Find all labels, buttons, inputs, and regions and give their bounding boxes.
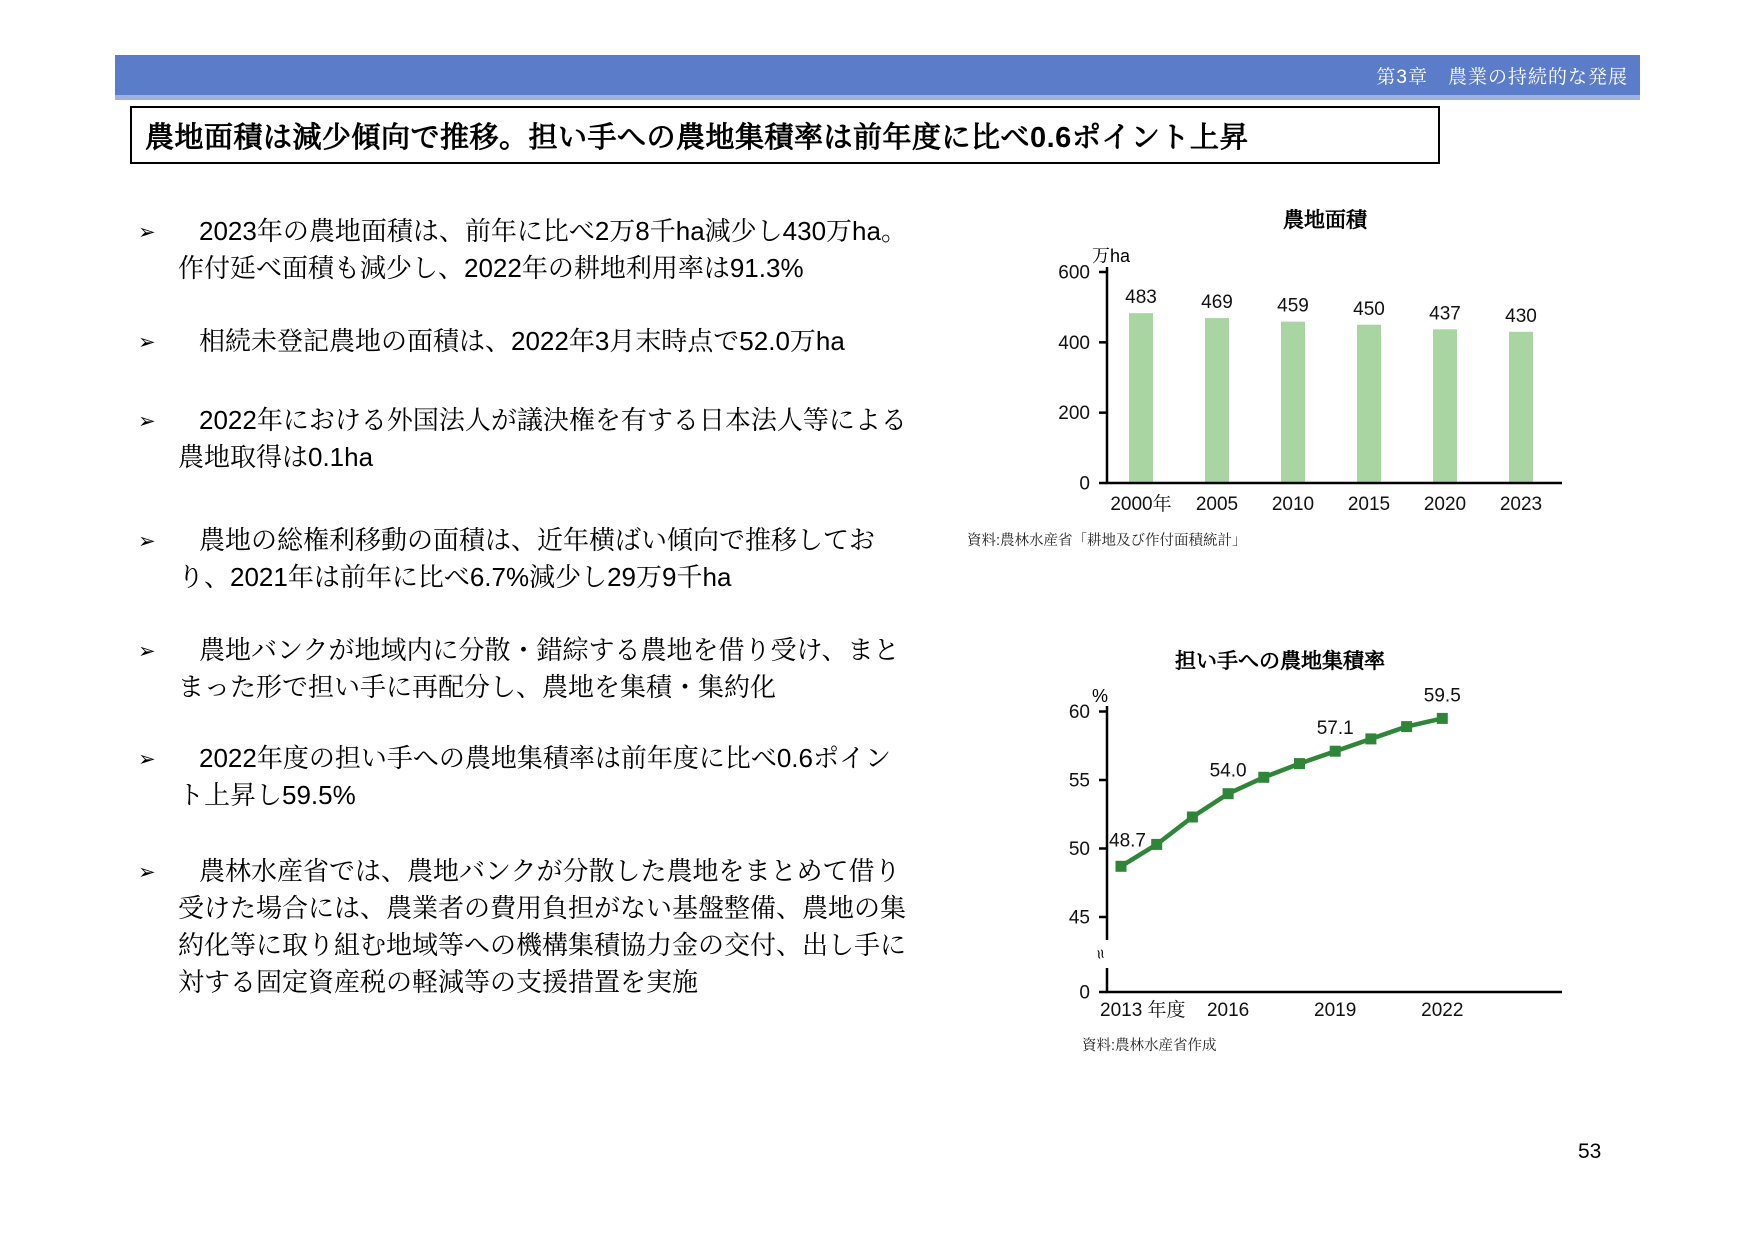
chapter-header-bar	[115, 55, 1640, 100]
bullet-text: 2023年の農地面積は、前年に比べ2万8千ha減少し430万ha。作付延べ面積も減少し、2022年の耕地利用率は91.3%	[178, 216, 907, 283]
y-tick-label: 200	[1058, 403, 1090, 425]
bullet-arrow-icon: ➢	[138, 640, 156, 663]
point-value-label: 54.0	[1209, 760, 1247, 782]
y-tick-label: 55	[1068, 770, 1090, 792]
bar-value-label: 483	[1125, 287, 1157, 309]
y-tick-label: 45	[1068, 907, 1090, 929]
point-value-label: 59.5	[1423, 685, 1461, 707]
bar-value-label: 459	[1277, 295, 1309, 317]
axis-break-mark: ≈	[1090, 947, 1111, 961]
bar	[1509, 332, 1533, 483]
data-point-marker	[1330, 746, 1341, 757]
farmland-consolidation-line-chart	[940, 640, 1600, 1070]
bullet-arrow-icon: ➢	[138, 221, 156, 244]
bar	[1129, 313, 1153, 483]
headline-box	[130, 106, 1440, 164]
bar-value-label: 450	[1353, 298, 1385, 320]
bullet-arrow-icon: ➢	[138, 530, 156, 553]
bullet-arrow-icon: ➢	[138, 331, 156, 354]
x-tick-label: 2013 年度	[1100, 1000, 1186, 1021]
source-note: 資料:農林水産省作成	[1082, 1038, 1217, 1054]
data-point-marker	[1437, 713, 1448, 724]
chart-title: 農地面積	[1283, 209, 1367, 232]
point-value-label: 48.7	[1109, 830, 1146, 852]
bullet-arrow-icon: ➢	[138, 410, 156, 433]
x-tick-label: 2005	[1195, 494, 1239, 515]
bar	[1205, 318, 1229, 483]
bullet-item	[138, 402, 914, 476]
x-tick-label: 2022	[1421, 1000, 1464, 1021]
bar-value-label: 469	[1201, 292, 1233, 314]
y-tick-label: 60	[1068, 702, 1090, 723]
x-tick-label: 2016	[1206, 1000, 1250, 1021]
farmland-area-bar-chart	[940, 185, 1600, 565]
data-point-marker	[1223, 788, 1234, 799]
x-tick-label: 2015	[1347, 494, 1391, 515]
y-axis-unit: %	[1091, 686, 1108, 706]
data-point-marker	[1401, 721, 1412, 732]
page-number: 53	[1578, 1140, 1602, 1163]
y-axis-lower-and-x-axis	[1107, 968, 1562, 992]
y-tick-label: 50	[1068, 839, 1090, 860]
bullet-item	[138, 323, 914, 360]
bullet-item	[138, 853, 914, 1001]
bar	[1281, 322, 1305, 483]
bullet-text: 農林水産省では、農地バンクが分散した農地をまとめて借り受けた場合には、農業者の費用負担がない基盤整備、農地の集約化等に取り組む地域等への機構集積協力金の交付、出し手に対する固定資産税の軽減等の支援措置を実施	[178, 856, 907, 997]
x-tick-label: 2010	[1271, 494, 1315, 515]
y-axis-unit: 万ha	[1092, 246, 1131, 266]
bullet-arrow-icon: ➢	[138, 861, 156, 884]
bullet-text: 2022年における外国法人が議決権を有する日本法人等による農地取得は0.1ha	[178, 405, 907, 472]
bullet-text: 相続未登記農地の面積は、2022年3月末時点で52.0万ha	[199, 326, 845, 356]
chart-title: 担い手への農地集積率	[1175, 650, 1385, 673]
y-tick-label: 400	[1058, 332, 1090, 354]
point-value-label: 57.1	[1316, 718, 1354, 740]
data-point-marker	[1151, 839, 1162, 850]
bar	[1433, 329, 1457, 483]
x-tick-label: 2023	[1499, 494, 1543, 515]
headline-text: 農地面積は減少傾向で推移。担い手への農地集積率は前年度に比べ0.6ポイント上昇	[145, 121, 1249, 154]
y-tick-label: 0	[1079, 982, 1090, 1004]
bar	[1357, 325, 1381, 483]
x-tick-label: 2019	[1314, 1000, 1357, 1021]
bullet-text: 農地バンクが地域内に分散・錯綜する農地を借り受け、まとまった形で担い手に再配分し、農地を集積・集約化	[178, 635, 900, 702]
chapter-header-label: 第3章 農業の持続的な発展	[1376, 66, 1628, 88]
bullet-item	[138, 522, 914, 596]
data-point-marker	[1187, 812, 1198, 823]
line-series	[1121, 718, 1442, 866]
x-tick-label: 2000年	[1110, 494, 1172, 515]
bullet-text: 農地の総権利移動の面積は、近年横ばい傾向で推移しており、2021年は前年に比べ6.7%減少し29万9千ha	[178, 525, 876, 592]
bar-value-label: 430	[1505, 305, 1537, 327]
bar-value-label: 437	[1429, 303, 1461, 325]
bullet-item	[138, 632, 914, 706]
bullet-text: 2022年度の担い手への農地集積率は前年度に比べ0.6ポイント上昇し59.5%	[178, 743, 891, 810]
data-point-marker	[1258, 772, 1269, 783]
y-tick-label: 600	[1058, 262, 1090, 284]
bullet-list	[138, 213, 914, 1001]
bullet-item	[138, 740, 914, 814]
y-tick-label: 0	[1079, 473, 1090, 495]
source-note: 資料:農林水産省「耕地及び作付面積統計」	[967, 533, 1247, 549]
bullet-item	[138, 213, 914, 287]
data-point-marker	[1294, 758, 1305, 769]
data-point-marker	[1116, 861, 1127, 872]
x-tick-label: 2020	[1423, 494, 1467, 515]
data-point-marker	[1365, 733, 1376, 744]
bullet-arrow-icon: ➢	[138, 748, 156, 771]
axes	[1107, 267, 1562, 483]
